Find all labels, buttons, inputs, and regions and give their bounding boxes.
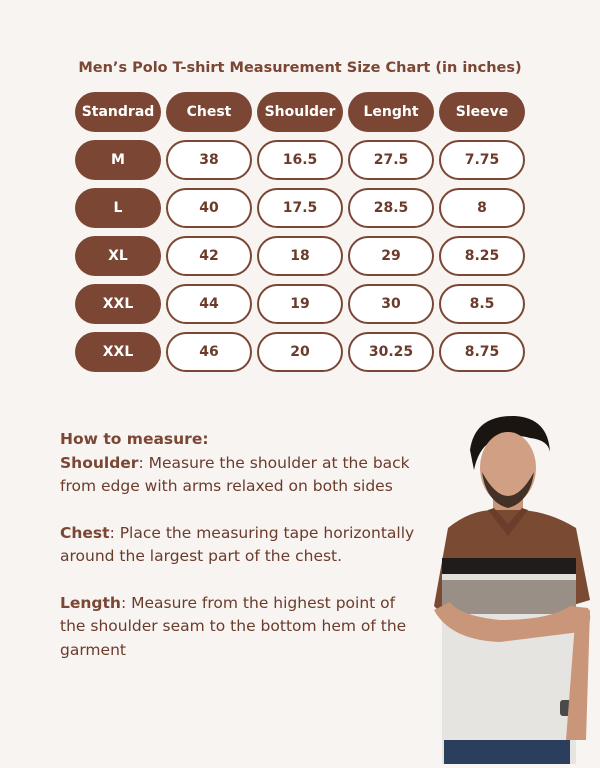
sleeve-value: 8.5 xyxy=(439,284,525,324)
header-sleeve: Sleeve xyxy=(439,92,525,132)
size-label: XXL xyxy=(75,284,161,324)
length-text: : Measure from the highest point of the shoulder seam to the bottom hem of the garment xyxy=(60,593,407,659)
header-length: Lenght xyxy=(348,92,434,132)
shoulder-value: 19 xyxy=(257,284,343,324)
shoulder-text: : Measure the shoulder at the back from edge with arms relaxed on both sides xyxy=(60,453,410,495)
chest-value: 42 xyxy=(166,236,252,276)
model-illustration xyxy=(430,410,600,764)
length-value: 29 xyxy=(348,236,434,276)
shoulder-value: 18 xyxy=(257,236,343,276)
length-term: Length xyxy=(60,593,121,612)
length-value: 30 xyxy=(348,284,434,324)
shoulder-instruction xyxy=(60,452,420,499)
sleeve-value: 8 xyxy=(439,188,525,228)
sleeve-value: 8.75 xyxy=(439,332,525,372)
length-value: 28.5 xyxy=(348,188,434,228)
header-standard: Standrad xyxy=(75,92,161,132)
chart-title: Men’s Polo T-shirt Measurement Size Chart (in inches) xyxy=(78,60,522,76)
sleeve-value: 7.75 xyxy=(439,140,525,180)
chest-value: 38 xyxy=(166,140,252,180)
header-shoulder: Shoulder xyxy=(257,92,343,132)
shoulder-term: Shoulder xyxy=(60,453,139,472)
how-to-heading: How to measure: xyxy=(60,430,209,448)
model-photo xyxy=(430,410,600,764)
size-label: XXL xyxy=(75,332,161,372)
chest-value: 46 xyxy=(166,332,252,372)
chest-instruction xyxy=(60,522,420,569)
chest-term: Chest xyxy=(60,523,110,542)
length-value: 27.5 xyxy=(348,140,434,180)
size-label: M xyxy=(75,140,161,180)
sleeve-value: 8.25 xyxy=(439,236,525,276)
shoulder-value: 20 xyxy=(257,332,343,372)
chest-value: 40 xyxy=(166,188,252,228)
length-instruction xyxy=(60,592,420,663)
how-to-measure-section xyxy=(60,428,420,685)
size-label: L xyxy=(75,188,161,228)
size-label: XL xyxy=(75,236,161,276)
header-chest: Chest xyxy=(166,92,252,132)
shoulder-value: 17.5 xyxy=(257,188,343,228)
shoulder-value: 16.5 xyxy=(257,140,343,180)
size-chart-table xyxy=(75,92,525,372)
chest-value: 44 xyxy=(166,284,252,324)
chest-text: : Place the measuring tape horizontally around the largest part of the chest. xyxy=(60,523,415,565)
length-value: 30.25 xyxy=(348,332,434,372)
